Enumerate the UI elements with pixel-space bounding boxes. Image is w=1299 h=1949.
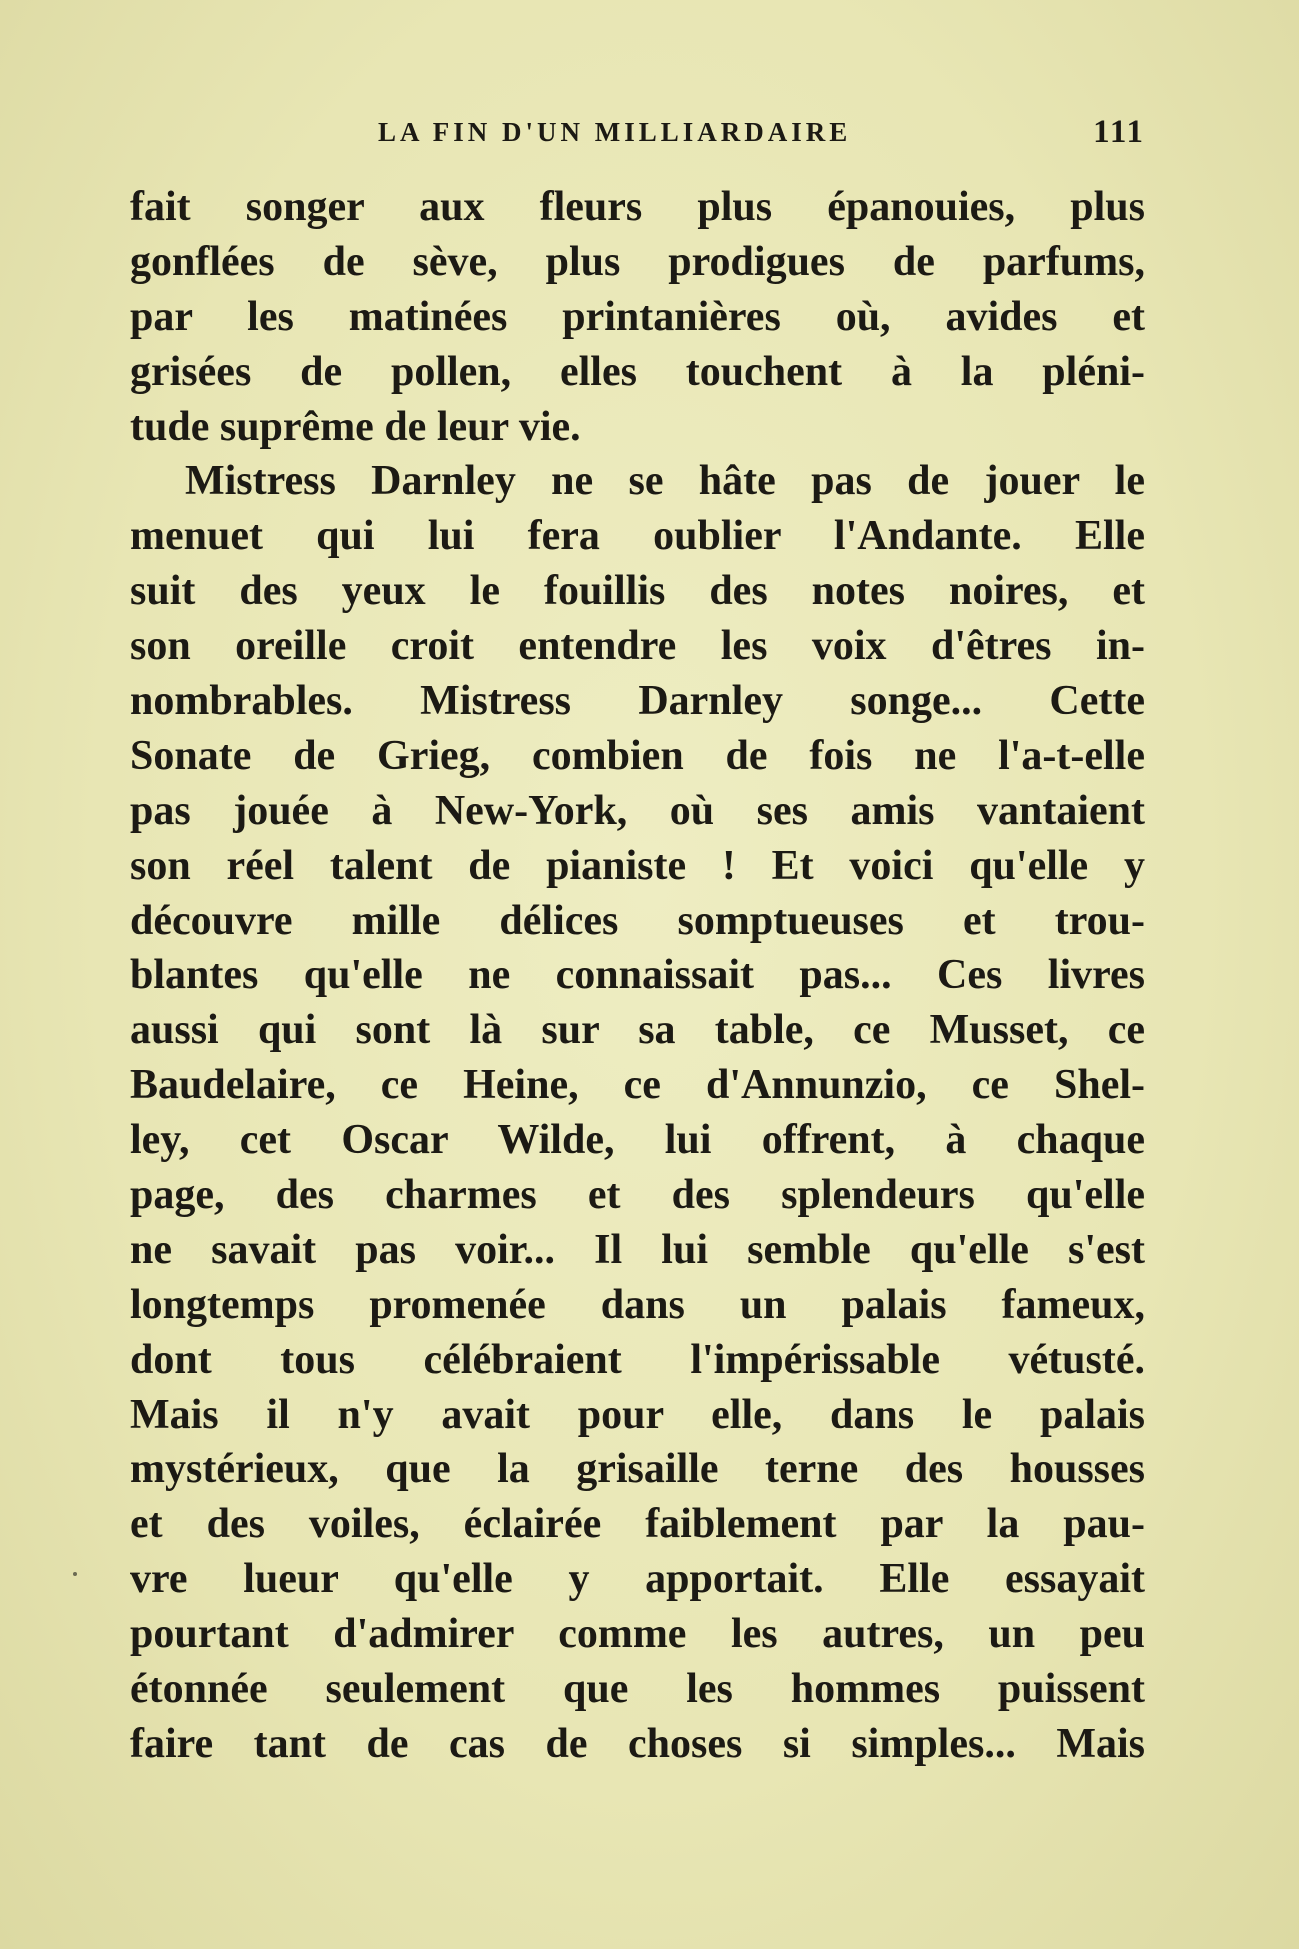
body-text [130, 180, 1145, 1772]
page-number: 111 [1093, 114, 1145, 150]
text-line: gonflées de sève, plus prodigues de parfums, [130, 238, 1145, 285]
text-line: ley, cet Oscar Wilde, lui offrent, à chaque [130, 1117, 1145, 1164]
text-line: étonnée seulement que les hommes puissent [130, 1666, 1145, 1713]
text-line: pourtant d'admirer comme les autres, un peu [130, 1611, 1145, 1658]
text-line: son oreille croit entendre les voix d'êtres in- [130, 623, 1145, 670]
text-line: son réel talent de pianiste ! Et voici qu'elle y [130, 842, 1145, 889]
text-line: et des voiles, éclairée faiblement par la pau- [130, 1501, 1145, 1548]
text-line: fait songer aux fleurs plus épanouies, plus [130, 184, 1145, 230]
text-line: page, des charmes et des splendeurs qu'elle [130, 1172, 1145, 1219]
text-line: menuet qui lui fera oublier l'Andante. Elle [130, 513, 1145, 560]
paper-speck [73, 1572, 77, 1576]
text-line: nombrables. Mistress Darnley songe... Cette [130, 678, 1145, 725]
text-line: blantes qu'elle ne connaissait pas... Ces livres [130, 952, 1145, 999]
paragraph-start-line: Mistress Darnley ne se hâte pas de jouer le [185, 458, 1145, 505]
text-line: vre lueur qu'elle y apportait. Elle essayait [130, 1556, 1145, 1603]
text-line: longtemps promenée dans un palais fameux, [130, 1281, 1145, 1328]
text-line: suit des yeux le fouillis des notes noires, et [130, 568, 1145, 615]
text-line: tude suprême de leur vie. [130, 403, 581, 450]
text-line: découvre mille délices somptueuses et trou- [130, 897, 1145, 944]
text-line: mystérieux, que la grisaille terne des housses [130, 1446, 1145, 1493]
text-line: ne savait pas voir... Il lui semble qu'elle s'est [130, 1226, 1145, 1273]
page-header [130, 112, 1145, 152]
text-line: dont tous célébraient l'impérissable vétusté. [130, 1336, 1145, 1383]
text-line: par les matinées printanières où, avides et [130, 293, 1145, 340]
text-line: Sonate de Grieg, combien de fois ne l'a-t-elle [130, 732, 1145, 779]
text-line: faire tant de cas de choses si simples... Mais [130, 1720, 1145, 1767]
text-line: aussi qui sont là sur sa table, ce Musset, ce [130, 1007, 1145, 1054]
text-line: pas jouée à New-York, où ses amis vantaient [130, 787, 1145, 834]
text-line: Mais il n'y avait pour elle, dans le palais [130, 1391, 1145, 1438]
text-line: grisées de pollen, elles touchent à la pléni- [130, 348, 1145, 395]
text-line: Baudelaire, ce Heine, ce d'Annunzio, ce Shel- [130, 1062, 1145, 1109]
running-title: LA FIN D'UN MILLIARDAIRE [378, 117, 852, 147]
